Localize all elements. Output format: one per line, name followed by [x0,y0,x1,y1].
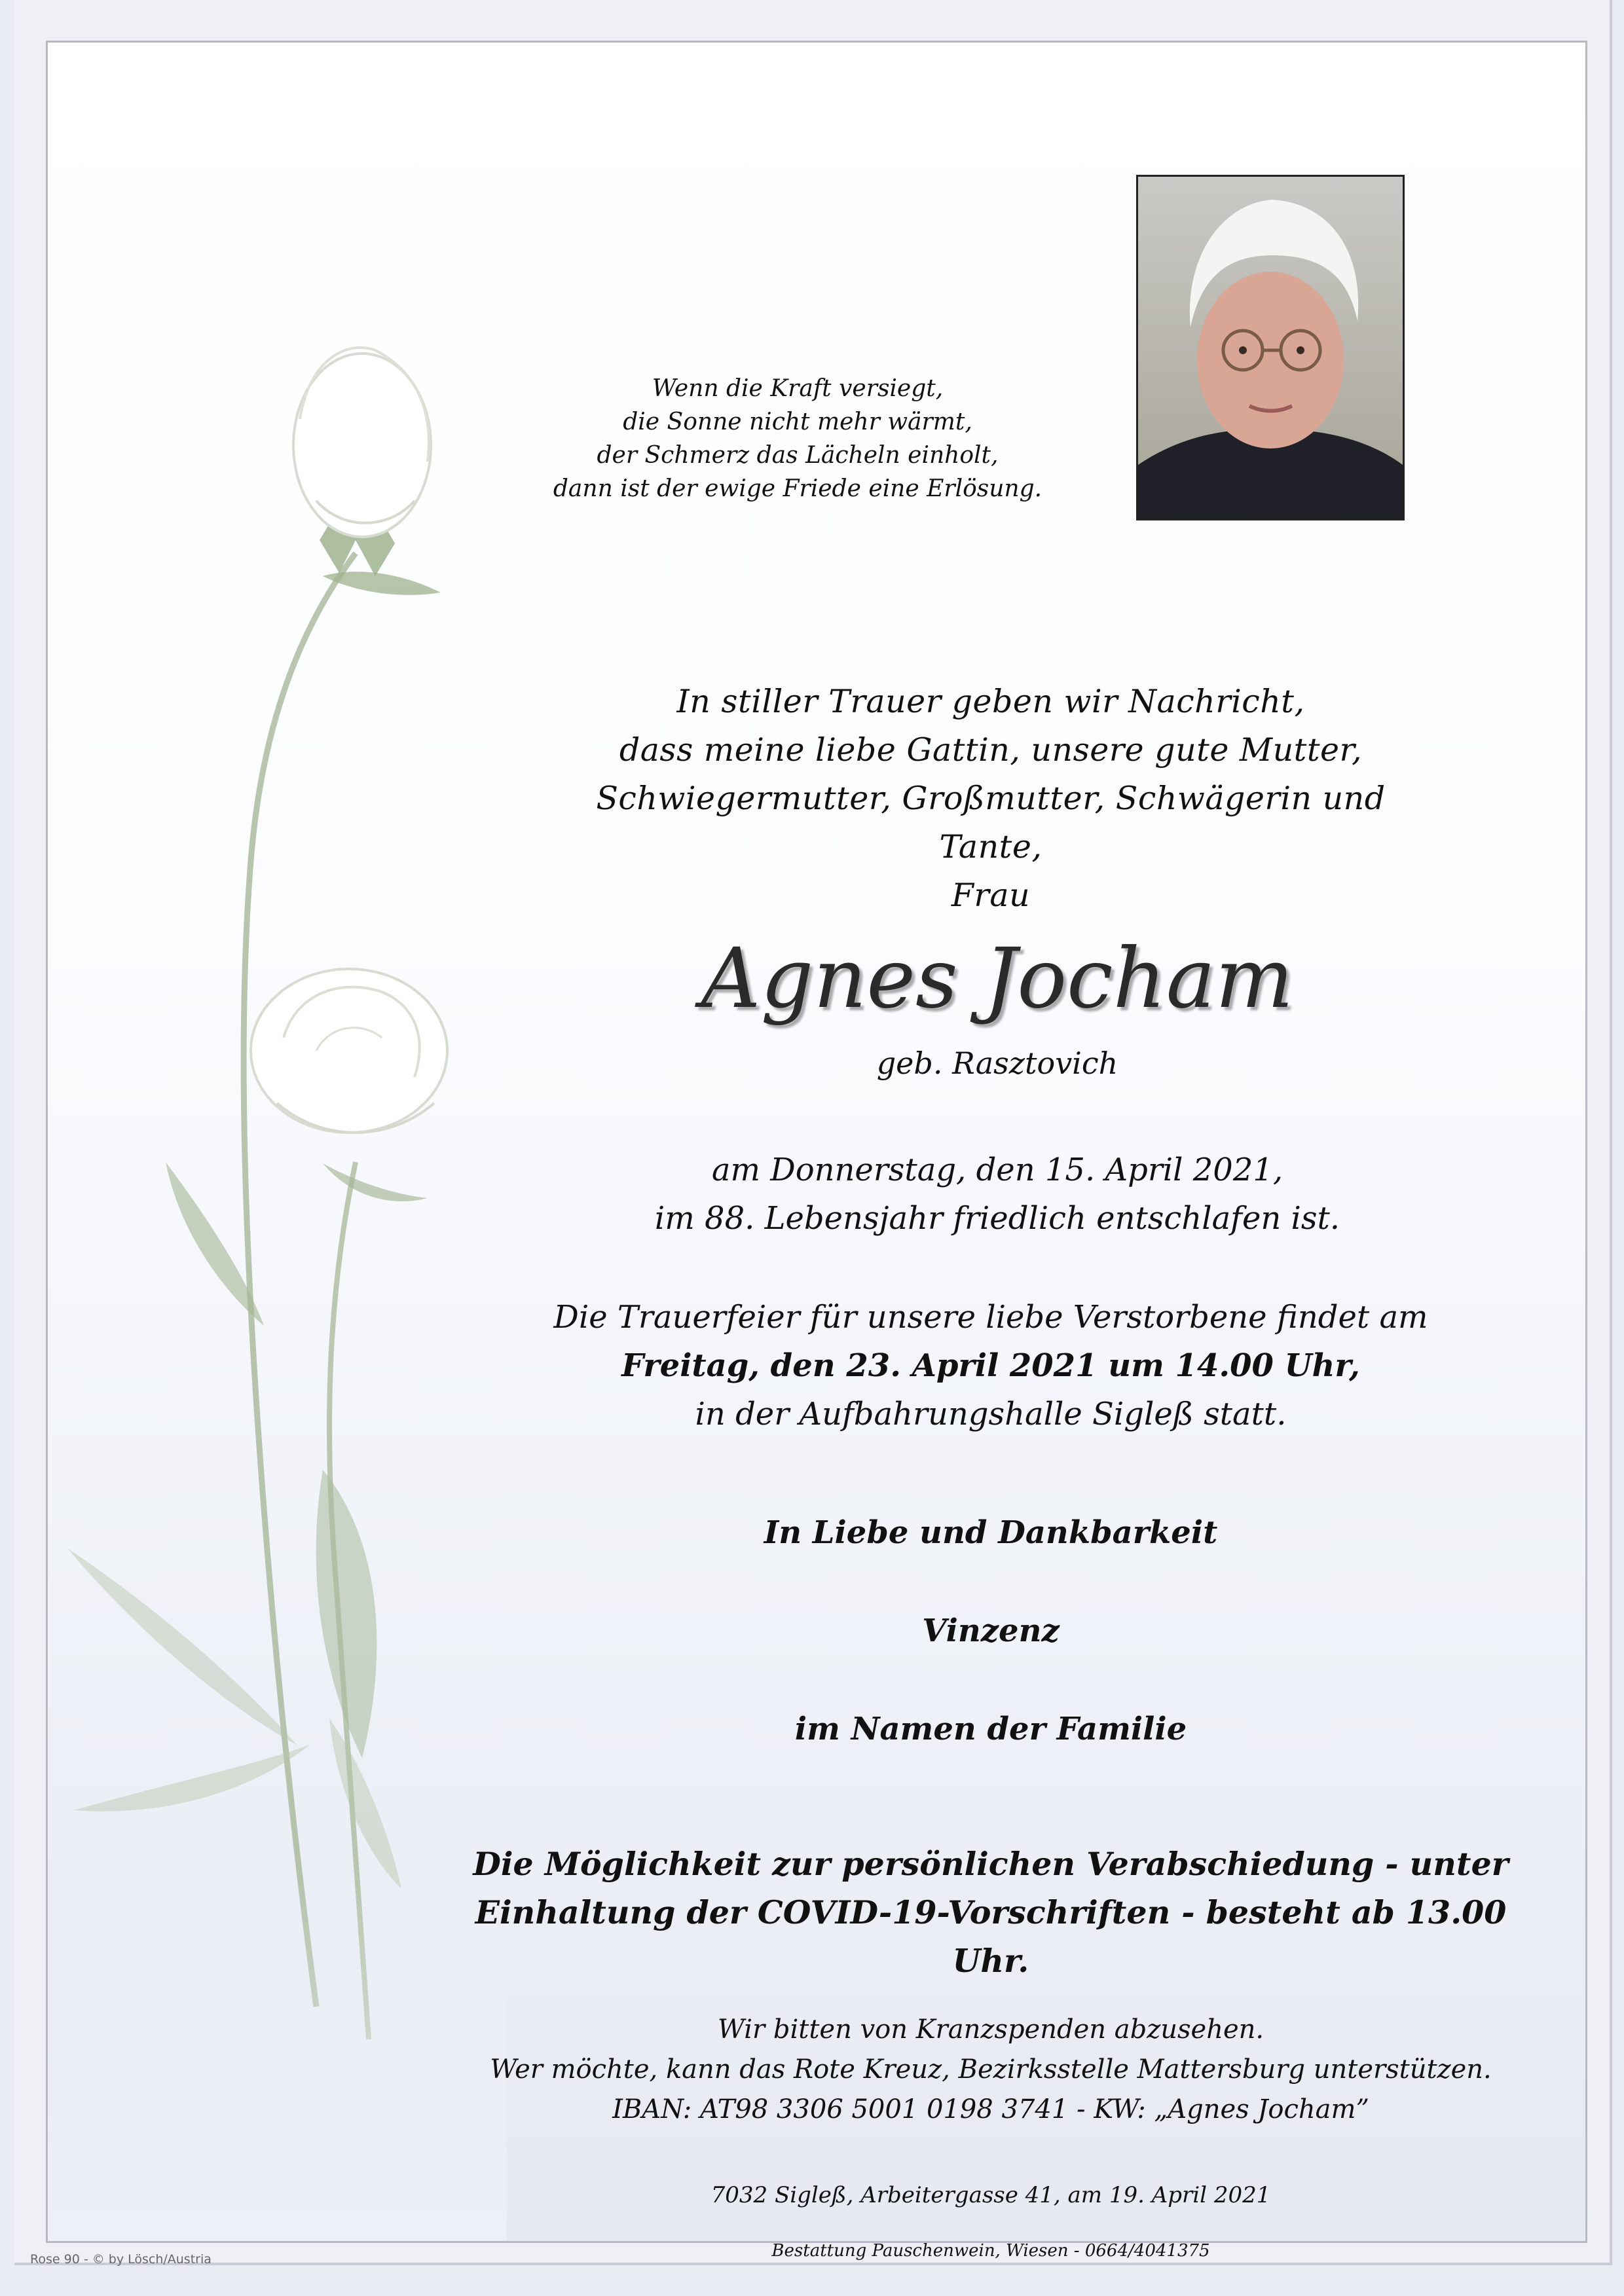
ceremony-location: in der Aufbahrungshalle Sigleß statt. [695,1396,1287,1432]
announcement-line: Schwiegermutter, Großmutter, Schwägerin und Tante, [596,780,1386,866]
ceremony-date-time: Freitag, den 23. April 2021 um 14.00 Uhr, [621,1347,1360,1384]
deceased-name: Agnes Jocham [701,930,1294,1027]
ceremony-info [506,1293,1475,1438]
poem-verse [552,372,1043,505]
announcement-text [559,678,1423,920]
white-roses-image [48,43,506,2241]
maiden-name: geb. Rasztovich [876,1046,1118,1081]
death-line: am Donnerstag, den 15. April 2021, [711,1152,1283,1188]
portrait-photo [1136,175,1405,520]
undertaker-info: Bestattung Pauschenwein, Wiesen - 0664/4041375 [771,2241,1210,2261]
poem-line: Wenn die Kraft versiegt, [652,375,944,402]
death-line: im 88. Lebensjahr friedlich entschlafen ist. [654,1200,1340,1237]
farewell-line: Die Möglichkeit zur persönlichen Verabschiedung - unter [473,1845,1509,1883]
announcement-line: In stiller Trauer geben wir Nachricht, [676,683,1305,720]
donation-line: Wer möchte, kann das Rote Kreuz, Bezirksstelle Mattersburg unterstützen. [490,2054,1492,2085]
place-and-date: 7032 Sigleß, Arbeitergasse 41, am 19. April 2021 [710,2182,1271,2208]
ceremony-line: Die Trauerfeier für unsere liebe Verstorbene findet am [553,1299,1428,1336]
poem-line: die Sonne nicht mehr wärmt, [623,409,972,435]
obituary-sheet [14,0,1612,2265]
farewell-line: Einhaltung der COVID-19-Vorschriften - besteht ab 13.00 Uhr. [475,1893,1507,1980]
closing-phrase: In Liebe und Dankbarkeit [764,1514,1218,1551]
footer-credit: Rose 90 - © by Lösch/Austria [30,2252,212,2267]
announcement-line: Frau [951,877,1031,914]
donation-iban: IBAN: AT98 3306 5001 0198 3741 - KW: „Agnes Jocham” [612,2094,1369,2124]
donation-request [480,2010,1502,2130]
signer-name: Vinzenz [922,1613,1060,1649]
death-notice [545,1146,1449,1243]
donation-line: Wir bitten von Kranzspenden abzusehen. [717,2014,1264,2045]
farewell-notice [454,1840,1528,1985]
portrait-image [1138,177,1403,519]
family-line: im Namen der Familie [794,1711,1187,1747]
announcement-line: dass meine liebe Gattin, unsere gute Mutter, [619,731,1363,769]
poem-line: dann ist der ewige Friede eine Erlösung. [553,475,1043,502]
poem-line: der Schmerz das Lächeln einholt, [597,442,999,469]
